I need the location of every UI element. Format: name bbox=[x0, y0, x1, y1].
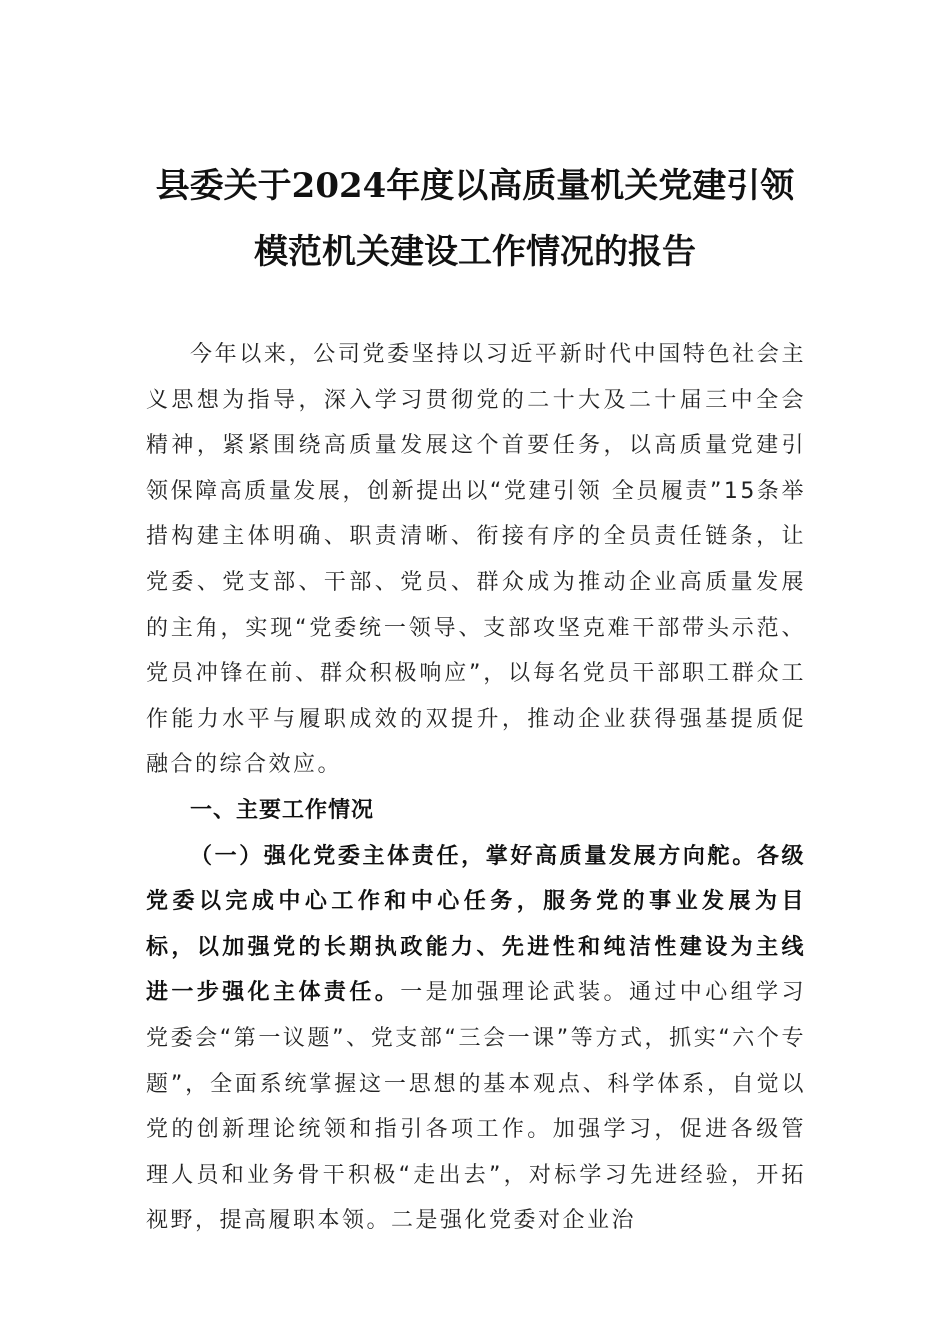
subsection-heading: （一）强化党委主体责任，掌好高质量发展方向舵。各级党委以完成中心工作和中心任务，服务党的事业发展为目标，以加强党的长期执政能力、先进性和纯洁性建设为主线进一步强化主体责任。 bbox=[146, 842, 806, 1006]
section-heading-main-work: 一、主要工作情况 bbox=[190, 797, 375, 823]
document-title-line-2: 模范机关建设工作情况的报告 bbox=[254, 232, 696, 272]
document-title-line-1: 县委关于2024年度以高质量机关党建引领 bbox=[155, 166, 795, 206]
document-body bbox=[146, 332, 806, 1244]
subsection-body: 一是加强理论武装。通过中心组学习党委会“第一议题”、党支部“三会一课”等方式，抓实“六个专题”，全面系统掌握这一思想的基本观点、科学体系，自觉以党的创新理论统领和指引各项工作。加强学习，促进各级管理人员和业务骨干积极“走出去”，对标学习先进经验，开拓视野，提高履职本领。二是强化党委对企业治 bbox=[146, 980, 806, 1234]
intro-paragraph: 今年以来，公司党委坚持以习近平新时代中国特色社会主义思想为指导，深入学习贯彻党的二十大及二十届三中全会精神，紧紧围绕高质量发展这个首要任务，以高质量党建引领保障高质量发展，创新提出以“党建引领 全员履责”15条举措构建主体明确、职责清晰、衔接有序的全员责任链条，让党委、党支部、干部、党员、群众成为推动企业高质量发展的主角，实现“党委统一领导、支部攻坚克难干部带头示范、党员冲锋在前、群众积极响应”，以每名党员干部职工群众工作能力水平与履职成效的双提升，推动企业获得强基提质促融合的综合效应。 bbox=[146, 342, 806, 778]
subsection-paragraph bbox=[146, 834, 806, 1244]
